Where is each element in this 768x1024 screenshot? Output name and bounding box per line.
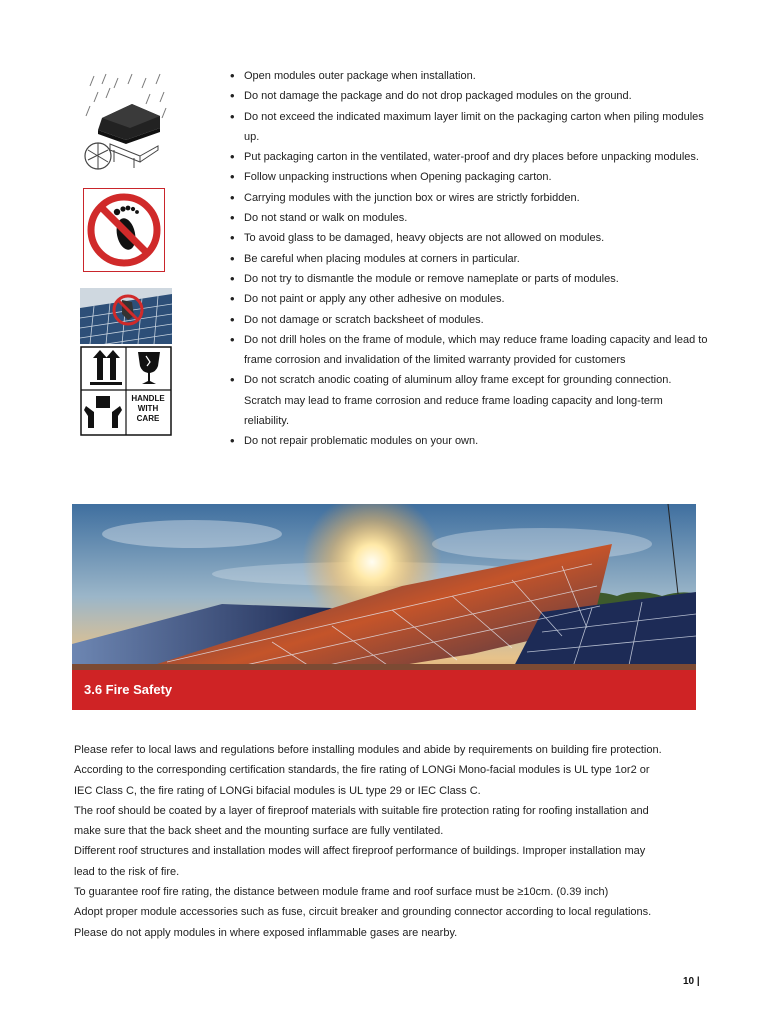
- list-item: • Do not drill holes on the frame of module, which may reduce frame loading capacity and lead to frame corrosion and invalidation of the limited warranty provided for customers: [230, 330, 710, 371]
- list-item: • Be careful when placing modules at corners in particular.: [230, 249, 710, 269]
- paragraph-line: To guarantee roof fire rating, the distance between module frame and roof surface must be ≥10cm. (0.39 inch): [74, 886, 609, 899]
- list-item: • Do not paint or apply any other adhesive on modules.: [230, 289, 710, 309]
- list-item: • Do not repair problematic modules on your own.: [230, 431, 710, 451]
- list-item: • Do not exceed the indicated maximum layer limit on the packaging carton when piling modules up.: [230, 107, 710, 148]
- paragraph-line: The roof should be coated by a layer of fireproof materials with suitable fire protection rating for roofing installation and: [74, 804, 649, 817]
- fire-safety-banner: [72, 504, 696, 710]
- page-number: 10 |: [683, 976, 700, 987]
- handling-instructions-list: [230, 66, 710, 452]
- list-item: • Do not damage the package and do not drop packaged modules on the ground.: [230, 86, 710, 106]
- no-walking-on-modules-icon: [80, 288, 172, 344]
- paragraph-line: Please refer to local laws and regulations before installing modules and abide by requirements on building fire protection.: [74, 744, 662, 756]
- paragraph-line: Please do not apply modules in where exposed inflammable gases are nearby.: [74, 926, 458, 939]
- list-item: • Do not try to dismantle the module or remove nameplate or parts of modules.: [230, 269, 710, 289]
- list-item: • Do not stand or walk on modules.: [230, 208, 710, 228]
- list-item: • Do not scratch anodic coating of aluminum alloy frame except for grounding connection. Scratch may lead to frame corrosion and reduce frame loading capacity and long-term reliability.: [230, 370, 710, 431]
- handle-with-care-label: HANDLE WITH CARE: [131, 394, 165, 423]
- handle-with-care-icon: [80, 346, 172, 436]
- paragraph-line: Adopt proper module accessories such as fuse, circuit breaker and grounding connector according to local regulations.: [74, 906, 652, 919]
- no-stepping-icon: [83, 188, 165, 272]
- list-item: • Do not damage or scratch backsheet of modules.: [230, 310, 710, 330]
- list-item: • To avoid glass to be damaged, heavy objects are not allowed on modules.: [230, 228, 710, 248]
- section-title-bar: [72, 670, 696, 710]
- list-item: • Follow unpacking instructions when Opening packaging carton.: [230, 167, 710, 187]
- paragraph-line: According to the corresponding certification standards, the fire rating of LONGi Mono-facial modules is UL type 1or2 or: [74, 764, 650, 777]
- paragraph-line: make sure that the back sheet and the mounting surface are fully ventilated.: [74, 825, 444, 838]
- paragraph-line: IEC Class C, the fire rating of LONGi bifacial modules is UL type 29 or IEC Class C.: [74, 784, 481, 797]
- fire-safety-body: [74, 740, 704, 943]
- section-title: 3.6 Fire Safety: [84, 682, 173, 697]
- list-item: • Open modules outer package when installation.: [230, 66, 710, 86]
- rain-protection-icon: [80, 70, 172, 180]
- paragraph-line: lead to the risk of fire.: [74, 865, 180, 878]
- paragraph-line: Different roof structures and installation modes will affect fireproof performance of buildings. Improper installation may: [74, 845, 646, 858]
- list-item: • Carrying modules with the junction box or wires are strictly forbidden.: [230, 188, 710, 208]
- list-item: • Put packaging carton in the ventilated, water-proof and dry places before unpacking modules.: [230, 147, 710, 167]
